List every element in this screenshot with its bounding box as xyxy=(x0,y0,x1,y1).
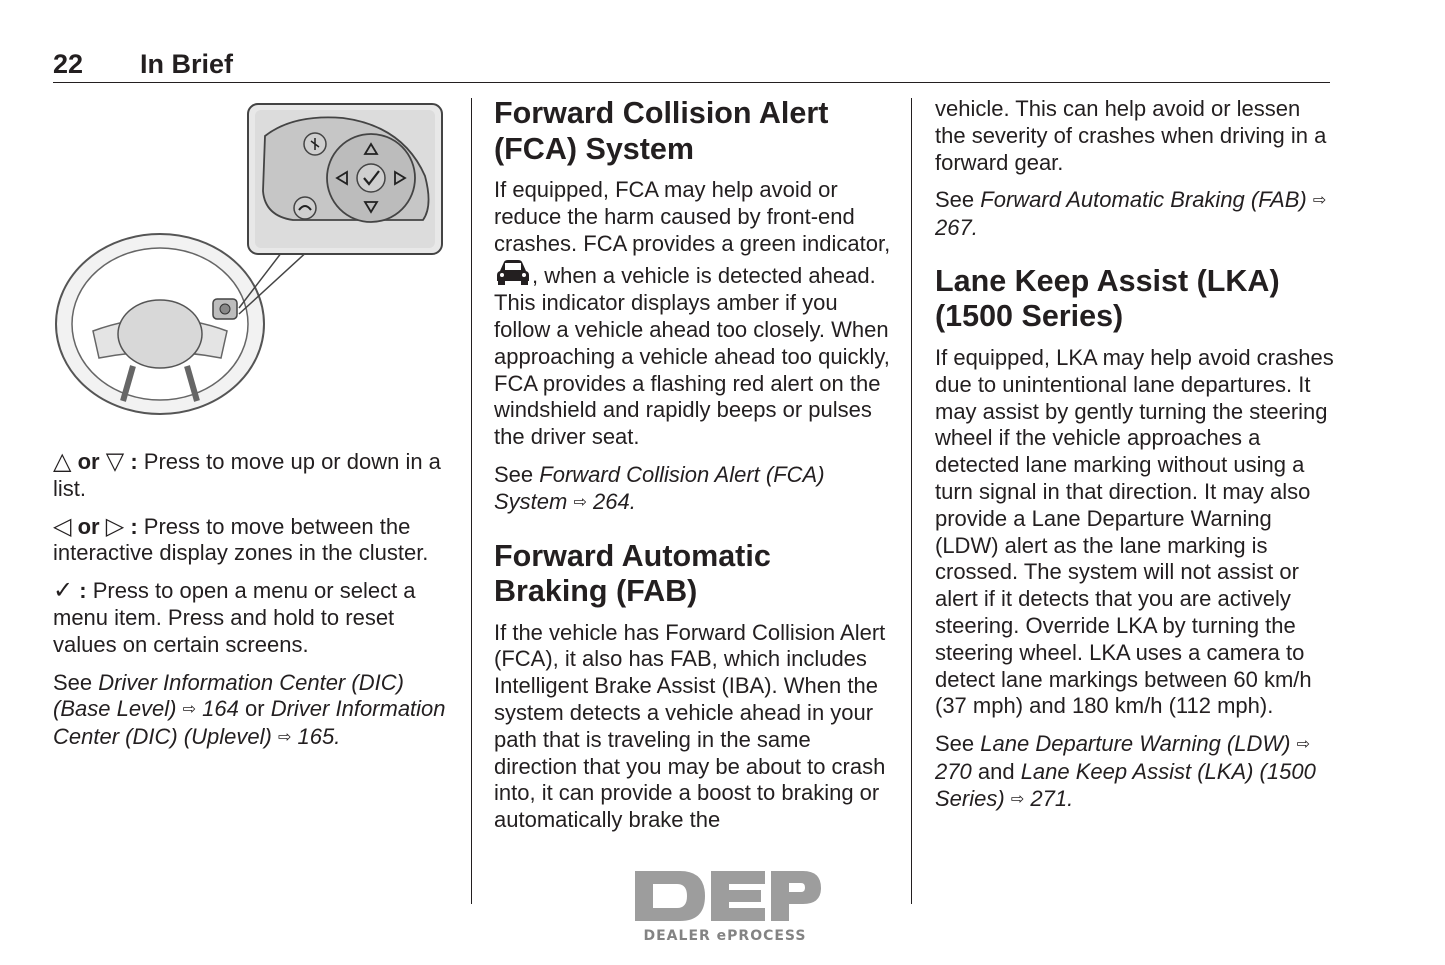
page-arrow-icon: ⇨ xyxy=(573,493,587,511)
page-ref[interactable]: 270 xyxy=(935,758,972,784)
period: . xyxy=(629,488,636,514)
lka-paragraph: If equipped, LKA may help avoid crashes due to unintentional lane departures. It may assist by gently turning the steering wheel if the vehicle approaches a detected lane marking without using a turn signal in that direction. It may also provide a Lane Departure Warning (LDW) alert as the lane marking is crossed. The system will not assist or alert if it detects that you are actively steering. Override LKA by turning the steering wheel. LKA uses a camera to detect lane markings between 60 km/h (37 mph) and 180 km/h (112 mph). xyxy=(935,344,1334,719)
fab-heading xyxy=(494,539,894,610)
reference-link[interactable]: Forward Collision Alert (FCA) System xyxy=(494,461,825,514)
period: . xyxy=(334,724,341,750)
fab-paragraph: If the vehicle has Forward Collision Alert (FCA), it also has FAB, which includes Intelligent Brake Assist (IBA). When the system detects a vehicle ahead in your path that is traveling in the same direction that you may be about to crash into, it can provide a boost to braking or automatically brake the xyxy=(494,619,886,833)
see-prefix: See xyxy=(53,669,93,695)
section-title: In Brief xyxy=(140,49,234,79)
colon: : xyxy=(130,449,138,474)
dep-logo-icon xyxy=(625,866,825,926)
page-ref[interactable]: 271 xyxy=(1030,785,1068,811)
fca-text: If equipped, FCA may help avoid or reduce the harm caused by front-end crashes. FCA provides a green indicator, xyxy=(494,177,891,256)
page-header xyxy=(53,46,1330,83)
see-prefix: See xyxy=(935,187,975,213)
see-reference xyxy=(53,670,453,752)
page-arrow-icon: ⇨ xyxy=(182,701,197,719)
check-text: Press to open a menu or select a menu item. Press and hold to reset values on certain screens. xyxy=(53,578,416,657)
page-arrow-icon: ⇨ xyxy=(1312,192,1327,210)
steering-wheel-controls-figure xyxy=(53,96,453,441)
reference-link[interactable]: Driver Information Center (DIC) (Uplevel) xyxy=(53,696,446,750)
see-prefix: See xyxy=(494,461,534,487)
leftright-text: Press to move between the interactive display zones in the cluster. xyxy=(53,513,429,566)
watermark-text: DEALER ePROCESS xyxy=(643,928,807,944)
reference-link[interactable]: Forward Automatic Braking (FAB) xyxy=(980,187,1307,213)
steering-wheel-illustration xyxy=(53,96,453,441)
vehicle-ahead-indicator-icon xyxy=(494,257,532,287)
page-ref[interactable]: 267 xyxy=(935,215,972,241)
and-text: and xyxy=(977,758,1015,784)
period: . xyxy=(971,215,978,241)
heading-line: Forward Collision Alert xyxy=(494,96,829,130)
page-ref[interactable]: 164 xyxy=(202,696,239,722)
fab-see-reference xyxy=(935,187,1335,242)
or-label: or xyxy=(77,449,100,474)
right-triangle-icon: ▷ xyxy=(105,512,125,540)
column-divider xyxy=(471,98,472,904)
fca-text: , when a vehicle is detected ahead. This indicator displays amber if you follow a vehicle ahead too closely. When approaching a vehicle ahead too quickly, FCA provides a flashing red alert on the windshield and rapidly beeps or pulses the driver seat. xyxy=(494,263,890,450)
updown-text: Press to move up or down in a list. xyxy=(53,449,441,501)
column-divider xyxy=(911,98,912,904)
left-triangle-icon: ◁ xyxy=(53,512,72,540)
page-arrow-icon: ⇨ xyxy=(277,729,292,747)
or-label: or xyxy=(77,513,100,539)
page-ref[interactable]: 264 xyxy=(593,488,630,514)
fca-see-reference xyxy=(494,462,894,517)
page-ref[interactable]: 165 xyxy=(297,724,335,750)
reference-link[interactable]: Lane Departure Warning (LDW) xyxy=(980,731,1291,757)
column-right xyxy=(935,96,1335,825)
or-text: or xyxy=(245,696,265,722)
lka-heading xyxy=(935,264,1335,335)
dealer-eprocess-watermark xyxy=(620,866,830,950)
heading-line: Lane Keep Assist (LKA) xyxy=(935,263,1280,298)
fca-heading xyxy=(494,96,894,167)
column-left xyxy=(53,96,453,763)
colon: : xyxy=(130,513,138,539)
see-prefix: See xyxy=(935,731,975,757)
fca-paragraph xyxy=(494,177,894,451)
heading-line: (FCA) System xyxy=(494,131,694,166)
reference-link[interactable]: Lane Keep Assist (LKA) (1500 Series) xyxy=(935,758,1316,811)
lka-see-reference xyxy=(935,731,1335,813)
heading-line: (1500 Series) xyxy=(935,299,1124,334)
updown-description xyxy=(53,449,453,503)
heading-line: Braking (FAB) xyxy=(494,574,698,609)
checkmark-icon: ✓ xyxy=(53,577,74,605)
page-arrow-icon: ⇨ xyxy=(1010,790,1025,808)
column-middle xyxy=(494,96,894,845)
colon: : xyxy=(79,578,87,604)
page-arrow-icon: ⇨ xyxy=(1296,736,1310,754)
fab-continuation: vehicle. This can help avoid or lessen the severity of crashes when driving in a forward gear. xyxy=(935,96,1327,175)
page-number: 22 xyxy=(53,49,84,79)
reference-link[interactable]: Driver Information Center (DIC) (Base Level) xyxy=(53,669,404,722)
leftright-description xyxy=(53,514,453,568)
period: . xyxy=(1067,785,1074,811)
down-triangle-icon: ▽ xyxy=(105,448,125,475)
heading-line: Forward Automatic xyxy=(494,538,771,573)
check-description xyxy=(53,578,453,658)
up-triangle-icon: △ xyxy=(53,448,72,475)
